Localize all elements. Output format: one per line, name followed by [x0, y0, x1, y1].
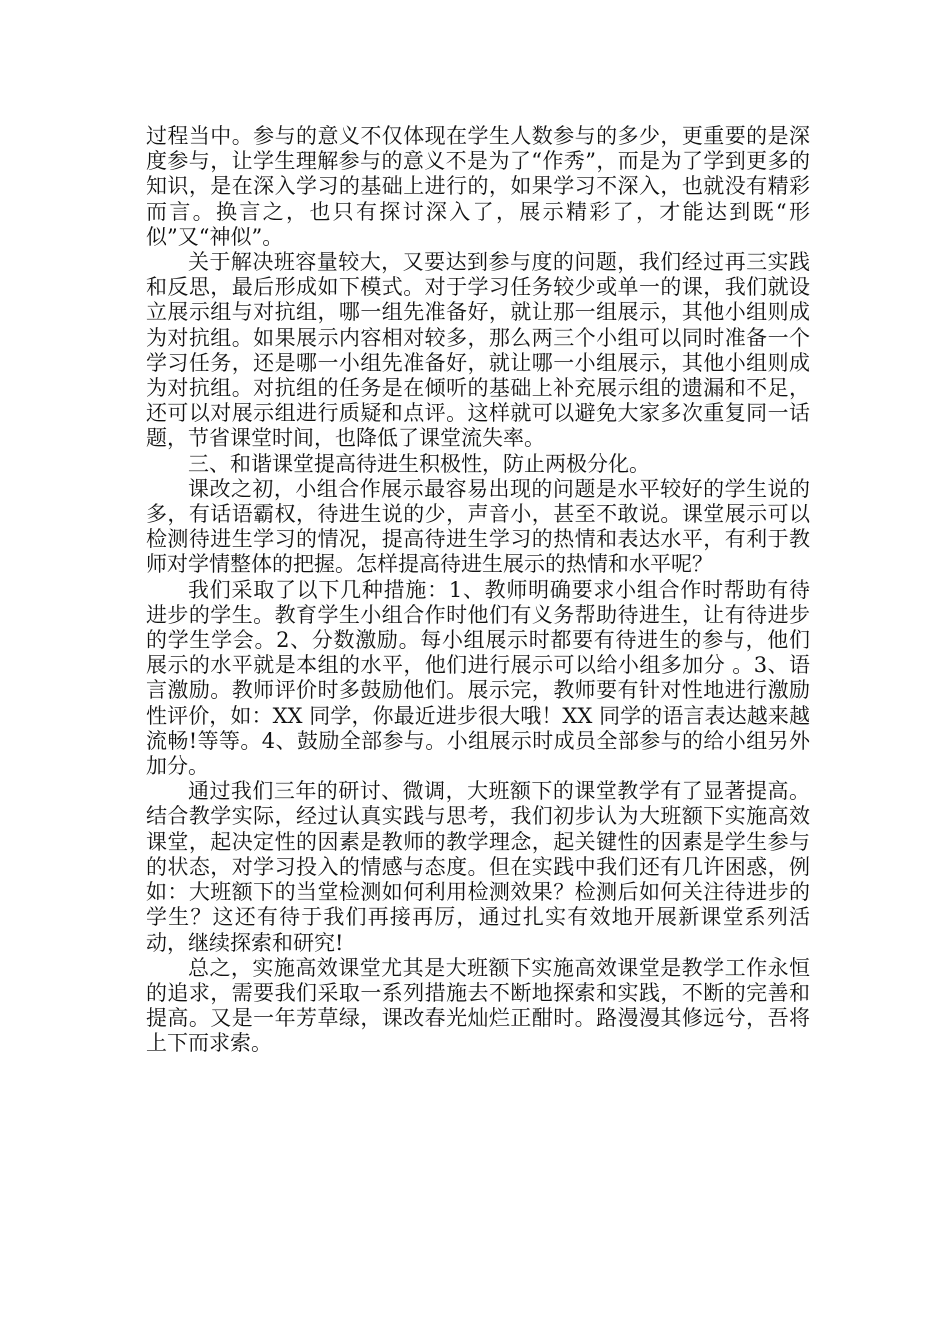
paragraph-measures: 我们采取了以下几种措施：1、教师明确要求小组合作时帮助有待进步的学生。教育学生小组合作时他们有义务帮助待进生，让有待进步的学生学会。2、分数激励。每小组展示时都要有待进生的参与，他们展示的水平就是本组的水平，他们进行展示可以给小组多加分 。3、语言激励。教师评价时多鼓励他们。展示完，教师要有针对性地进行激励性评价，如：XX 同学，你最近进步很大哦！XX 同学的语言表达越来越流畅!等等。4、鼓励全部参与。小组展示时成员全部参与的给小组另外加分。	[146, 577, 810, 779]
paragraph-conclusion: 总之，实施高效课堂尤其是大班额下实施高效课堂是教学工作永恒的追求，需要我们采取一系列措施去不断地探索和实践，不断的完善和提高。又是一年芳草绿，课改春光灿烂正酣时。路漫漫其修远兮，吾将上下而求索。	[146, 955, 810, 1056]
paragraph-research-results: 通过我们三年的研讨、微调，大班额下的课堂教学有了显著提高。结合教学实际，经过认真实践与思考，我们初步认为大班额下实施高效课堂，起决定性的因素是教师的教学理念，起关键性的因素是学生参与的状态，对学习投入的情感与态度。但在实践中我们还有几许困惑，例如：大班额下的当堂检测如何利用检测效果？检测后如何关注待进步的学生？这还有待于我们再接再厉，通过扎实有效地开展新课堂系列活动，继续探索和研究!	[146, 779, 810, 955]
paragraph-continuation: 过程当中。参与的意义不仅体现在学生人数参与的多少，更重要的是深度参与，让学生理解参与的意义不是为了“作秀”，而是为了学到更多的知识，是在深入学习的基础上进行的，如果学习不深入，也就没有精彩而言。换言之，也只有探讨深入了，展示精彩了，才能达到既“形似”又“神似”。	[146, 124, 810, 249]
document-body	[146, 124, 810, 1057]
paragraph-reform-start: 课改之初，小组合作展示最容易出现的问题是水平较好的学生说的多，有话语霸权，待进生说的少，声音小，甚至不敢说。课堂展示可以检测待进生学习的情况，提高待进生学习的热情和表达水平，有利于教师对学情整体的把握。怎样提高待进生展示的热情和水平呢？	[146, 476, 810, 577]
paragraph-group-model: 关于解决班容量较大，又要达到参与度的问题，我们经过再三实践和反思，最后形成如下模式。对于学习任务较少或单一的课，我们就设立展示组与对抗组，哪一组先准备好，就让那一组展示，其他小组则成为对抗组。如果展示内容相对较多，那么两三个小组可以同时准备一个学习任务，还是哪一小组先准备好，就让哪一小组展示，其他小组则成为对抗组。对抗组的任务是在倾听的基础上补充展示组的遗漏和不足，还可以对展示组进行质疑和点评。这样就可以避免大家多次重复同一话题，节省课堂时间，也降低了课堂流失率。	[146, 250, 810, 451]
section-heading-3: 三、和谐课堂提高待进生积极性，防止两极分化。	[188, 451, 650, 476]
